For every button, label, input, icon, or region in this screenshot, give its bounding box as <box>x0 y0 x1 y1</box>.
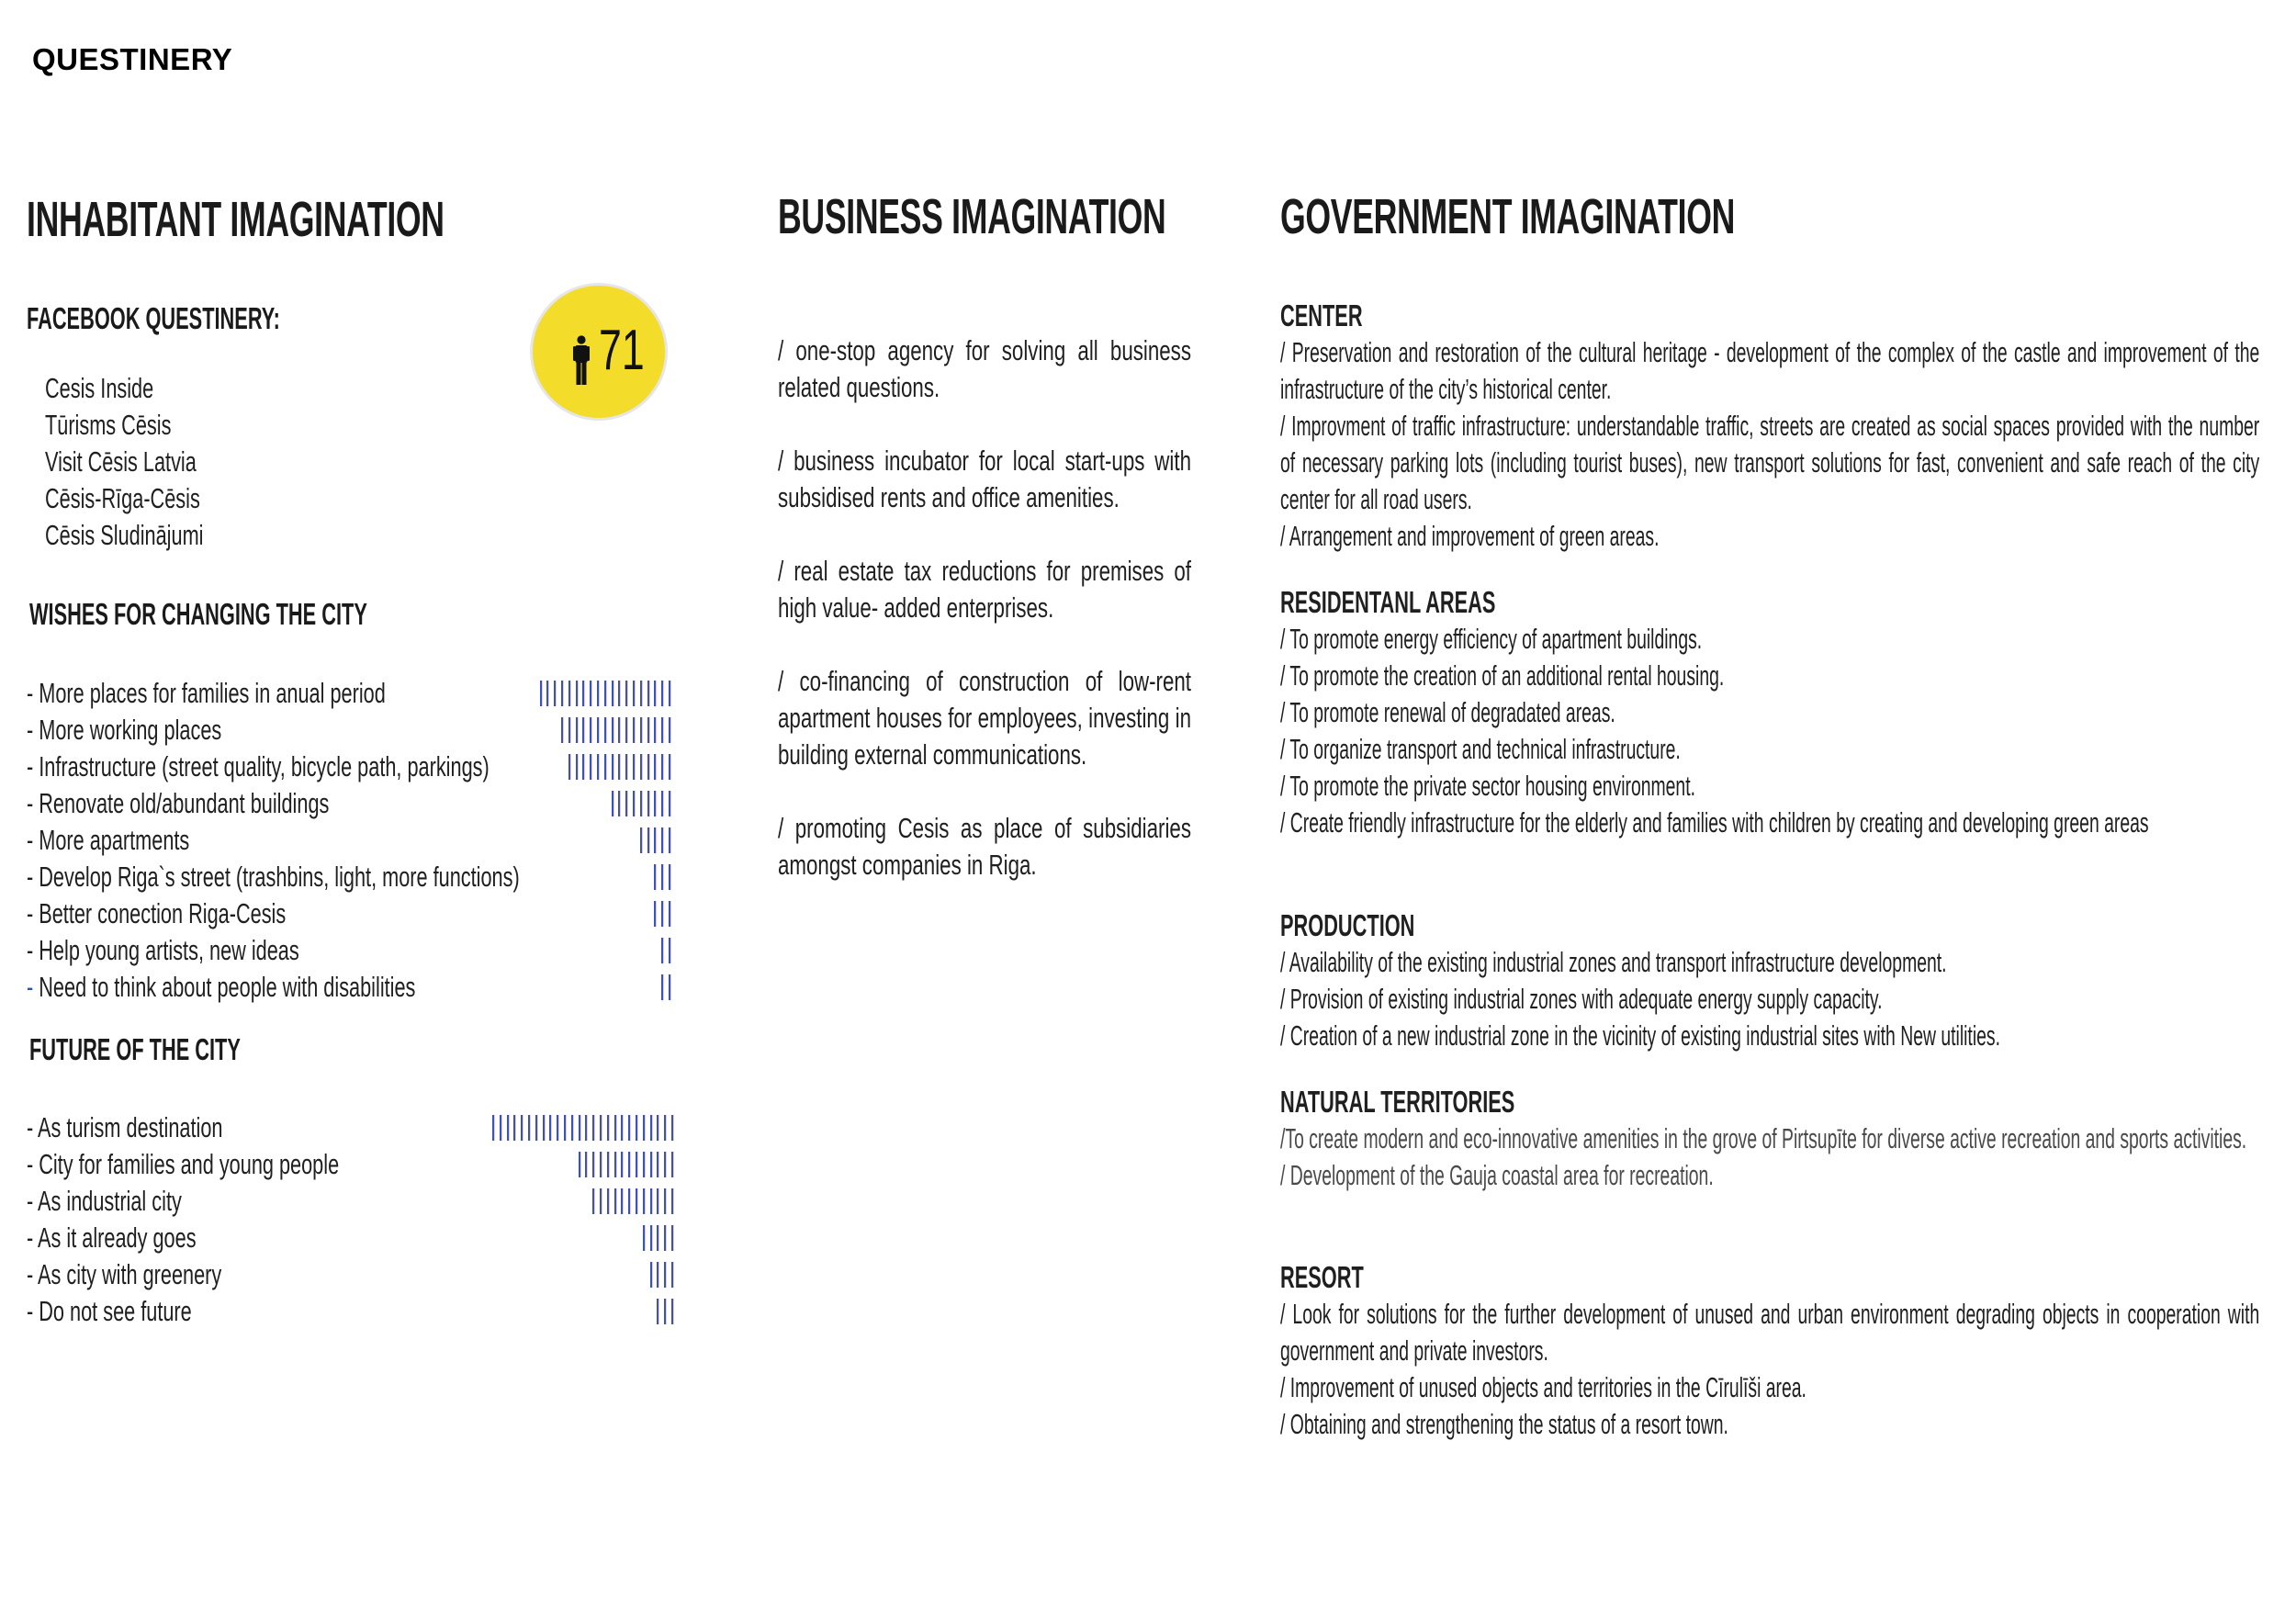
tally-mark <box>640 827 642 853</box>
tally-mark <box>625 681 627 706</box>
gov-section-natural-territories <box>1280 1084 2259 1194</box>
tally-mark <box>546 681 548 706</box>
wish-row <box>27 675 671 712</box>
gov-item: / Arrangement and improvement of green areas. <box>1280 520 1660 552</box>
tally-mark <box>661 791 663 816</box>
tally-mark <box>664 1262 666 1288</box>
tally-mark <box>625 717 627 743</box>
tally-mark <box>582 681 584 706</box>
person-icon <box>573 335 590 385</box>
tally-mark <box>657 1299 658 1324</box>
tally-mark <box>654 681 656 706</box>
tally-mark <box>592 1152 594 1177</box>
wish-row <box>27 969 671 1006</box>
tally-mark <box>640 717 642 743</box>
tally-mark <box>600 1188 602 1214</box>
tally-mark <box>604 681 606 706</box>
tally-mark <box>633 681 635 706</box>
gov-section-residential <box>1280 584 2259 841</box>
tally-marks <box>657 1299 674 1324</box>
tally-mark <box>614 1115 616 1141</box>
tally-mark <box>554 681 556 706</box>
gov-item: / Improvment of traffic infrastructure: understandable traffic, streets are created as social spaces provided with the number of necessary parking lots (including tourist buses), new transport solutions for fast, convenient and safe reach of the city center for all road users. <box>1280 410 2260 515</box>
tally-mark <box>549 1115 551 1141</box>
tally-mark <box>647 827 649 853</box>
gov-section-resort <box>1280 1259 2259 1443</box>
facebook-group-list <box>45 370 271 554</box>
tally-mark <box>604 754 606 780</box>
tally-mark <box>650 1188 652 1214</box>
tally-mark <box>579 1115 580 1141</box>
tally-mark <box>657 1262 658 1288</box>
tally-mark <box>576 754 578 780</box>
tally-mark <box>657 1152 658 1177</box>
tally-mark <box>664 1152 666 1177</box>
tally-mark <box>671 1299 673 1324</box>
tally-mark <box>671 1152 673 1177</box>
wishes-heading: WISHES FOR CHANGING THE CITY <box>29 597 367 631</box>
tally-mark <box>612 681 613 706</box>
tally-mark <box>657 1115 658 1141</box>
tally-mark <box>564 1115 566 1141</box>
tally-mark <box>618 717 620 743</box>
tally-mark <box>607 1115 609 1141</box>
tally-mark <box>592 1115 594 1141</box>
gov-item: / To organize transport and technical infrastructure. <box>1280 733 1681 765</box>
tally-mark <box>540 681 542 706</box>
tally-mark <box>582 754 584 780</box>
tally-mark <box>647 681 649 706</box>
tally-mark <box>521 1115 523 1141</box>
tally-mark <box>643 1115 645 1141</box>
tally-mark <box>528 1115 530 1141</box>
tally-mark <box>568 681 570 706</box>
tally-mark <box>590 681 591 706</box>
inhabitant-title: INHABITANT IMAGINATION <box>27 192 445 247</box>
gov-item: / Preservation and restoration of the cultural heritage - development of the complex of the castle and improvement of the infrastructure of the city’s historical center. <box>1280 336 2260 405</box>
business-title: BUSINESS IMAGINATION <box>778 189 1166 244</box>
government-title: GOVERNMENT IMAGINATION <box>1280 189 1735 244</box>
gov-section-heading: NATURAL TERRITORIES <box>1280 1085 1515 1119</box>
gov-section-production <box>1280 907 2259 1054</box>
tally-mark <box>671 1225 673 1251</box>
tally-mark <box>654 901 656 927</box>
tally-mark <box>618 791 620 816</box>
gov-item: / To promote energy efficiency of apartment buildings. <box>1280 623 1703 655</box>
tally-mark <box>633 754 635 780</box>
wish-row-label: - Need to think about people with disabilities <box>27 971 416 1003</box>
tally-mark <box>669 974 670 1000</box>
facebook-group: Cēsis-Rīga-Cēsis <box>45 482 200 514</box>
wish-row <box>27 932 671 969</box>
wish-row-label: - More places for families in anual period <box>27 677 386 709</box>
tally-mark <box>669 791 670 816</box>
tally-mark <box>582 717 584 743</box>
wish-row <box>27 749 671 785</box>
future-row-label: - As it already goes <box>27 1221 197 1254</box>
tally-mark <box>571 1115 573 1141</box>
tally-mark <box>640 791 642 816</box>
tally-mark <box>664 1115 666 1141</box>
tally-marks <box>661 938 671 963</box>
tally-mark <box>650 1262 652 1288</box>
gov-item: / Improvement of unused objects and territories in the Cīrulīši area. <box>1280 1371 1806 1403</box>
gov-item: / Create friendly infrastructure for the elderly and families with children by creating and developing green areas <box>1280 806 2149 839</box>
tally-mark <box>600 1152 602 1177</box>
respondents-count: 71 <box>599 319 645 382</box>
tally-mark <box>661 938 663 963</box>
tally-marks <box>540 681 671 706</box>
tally-mark <box>643 1188 645 1214</box>
tally-mark <box>618 681 620 706</box>
tally-mark <box>643 1225 645 1251</box>
tally-mark <box>654 827 656 853</box>
business-item: / real estate tax reductions for premises of high value- added enterprises. <box>778 555 1191 624</box>
tally-mark <box>612 754 613 780</box>
tally-mark <box>669 717 670 743</box>
future-row <box>27 1109 674 1146</box>
tally-mark <box>633 717 635 743</box>
facebook-group: Visit Cēsis Latvia <box>45 445 197 478</box>
tally-mark <box>650 1115 652 1141</box>
tally-mark <box>661 974 663 1000</box>
tally-mark <box>647 754 649 780</box>
tally-mark <box>612 717 613 743</box>
tally-mark <box>600 1115 602 1141</box>
tally-mark <box>500 1115 501 1141</box>
future-row-label: - City for families and young people <box>27 1148 340 1180</box>
tally-mark <box>597 754 599 780</box>
tally-mark <box>671 1262 673 1288</box>
tally-mark <box>650 1152 652 1177</box>
dash-marker: - <box>27 971 34 1003</box>
page-title: QUESTINERY <box>32 42 233 76</box>
tally-mark <box>636 1115 637 1141</box>
tally-mark <box>654 754 656 780</box>
tally-mark <box>621 1152 623 1177</box>
wish-row <box>27 785 671 822</box>
tally-mark <box>543 1115 545 1141</box>
future-heading: FUTURE OF THE CITY <box>29 1032 241 1066</box>
tally-marks <box>640 827 671 853</box>
gov-item: / To promote the creation of an additional rental housing. <box>1280 659 1725 692</box>
tally-mark <box>614 1188 616 1214</box>
business-item: / co-financing of construction of low-rent apartment houses for employees, investing in building external communications. <box>778 665 1191 771</box>
wish-row <box>27 895 671 932</box>
future-row <box>27 1220 674 1256</box>
facebook-group: Cēsis Sludinājumi <box>45 519 204 551</box>
tally-marks <box>579 1152 674 1177</box>
tally-mark <box>568 717 570 743</box>
gov-section-center <box>1280 298 2259 555</box>
tally-mark <box>640 681 642 706</box>
tally-mark <box>654 717 656 743</box>
tally-mark <box>625 754 627 780</box>
tally-mark <box>513 1115 515 1141</box>
tally-marks <box>592 1188 674 1214</box>
tally-marks <box>568 754 671 780</box>
future-row <box>27 1146 674 1183</box>
gov-section-heading: RESIDENTANL AREAS <box>1280 585 1496 619</box>
tally-mark <box>561 717 563 743</box>
gov-item: / Availability of the existing industrial zones and transport infrastructure development. <box>1280 946 1947 978</box>
tally-mark <box>669 864 670 890</box>
tally-mark <box>669 901 670 927</box>
tally-mark <box>621 1188 623 1214</box>
tally-mark <box>633 791 635 816</box>
tally-mark <box>628 1115 630 1141</box>
tally-mark <box>661 681 663 706</box>
tally-mark <box>647 717 649 743</box>
wish-row <box>27 859 671 895</box>
tally-mark <box>643 1152 645 1177</box>
tally-mark <box>647 791 649 816</box>
tally-mark <box>614 1152 616 1177</box>
future-row-label: - As city with greenery <box>27 1258 222 1290</box>
tally-mark <box>625 791 627 816</box>
tally-mark <box>590 717 591 743</box>
tally-mark <box>669 827 670 853</box>
future-row-label: - As turism destination <box>27 1111 223 1143</box>
tally-marks <box>661 974 671 1000</box>
tally-mark <box>628 1152 630 1177</box>
business-item: / promoting Cesis as place of subsidiaries amongst companies in Riga. <box>778 812 1191 881</box>
tally-mark <box>576 717 578 743</box>
facebook-group: Cesis Inside <box>45 372 154 404</box>
wish-row-label: - Infrastructure (street quality, bicycle path, parkings) <box>27 750 490 782</box>
gov-item: / Development of the Gauja coastal area for recreation. <box>1280 1159 1714 1191</box>
wish-row-label: - More apartments <box>27 824 190 856</box>
tally-mark <box>661 864 663 890</box>
wish-row-label: - Renovate old/abundant buildings <box>27 787 330 819</box>
tally-mark <box>671 1115 673 1141</box>
tally-mark <box>654 864 656 890</box>
business-item: / business incubator for local start-ups with subsidised rents and office amenities. <box>778 445 1191 513</box>
future-row <box>27 1293 674 1330</box>
tally-mark <box>607 1188 609 1214</box>
wish-row-label: - Help young artists, new ideas <box>27 934 299 966</box>
facebook-group: Tūrisms Cēsis <box>45 409 172 441</box>
tally-mark <box>669 754 670 780</box>
gov-item: / Obtaining and strengthening the status of a resort town. <box>1280 1408 1728 1440</box>
gov-section-heading: PRODUCTION <box>1280 908 1415 942</box>
tally-marks <box>561 717 671 743</box>
tally-mark <box>664 1188 666 1214</box>
tally-marks <box>654 864 671 890</box>
tally-mark <box>664 1225 666 1251</box>
tally-mark <box>661 717 663 743</box>
tally-marks <box>492 1115 674 1141</box>
tally-marks <box>654 901 671 927</box>
tally-mark <box>669 938 670 963</box>
tally-mark <box>561 681 563 706</box>
tally-mark <box>590 754 591 780</box>
tally-mark <box>669 681 670 706</box>
tally-mark <box>579 1152 580 1177</box>
tally-marks <box>612 791 671 816</box>
gov-section-heading: RESORT <box>1280 1260 1364 1294</box>
gov-item: / To promote the private sector housing environment. <box>1280 770 1695 802</box>
tally-marks <box>650 1262 674 1288</box>
tally-mark <box>592 1188 594 1214</box>
tally-mark <box>650 1225 652 1251</box>
gov-item: / Look for solutions for the further development of unused and urban environment degrading objects in cooperation with government and private investors. <box>1280 1298 2260 1367</box>
tally-mark <box>607 1152 609 1177</box>
tally-mark <box>657 1188 658 1214</box>
tally-mark <box>585 1152 587 1177</box>
facebook-heading: FACEBOOK QUESTINERY: <box>27 301 280 335</box>
tally-mark <box>621 1115 623 1141</box>
wish-row <box>27 712 671 749</box>
tally-mark <box>492 1115 494 1141</box>
wish-row-label: - More working places <box>27 714 222 746</box>
tally-mark <box>576 681 578 706</box>
gov-item: /To create modern and eco-innovative amenities in the grove of Pirtsupīte for diverse active recreation and sports activities. <box>1280 1122 2247 1154</box>
future-row <box>27 1183 674 1220</box>
future-row-label: - As industrial city <box>27 1185 182 1217</box>
tally-mark <box>640 754 642 780</box>
business-item: / one-stop agency for solving all business related questions. <box>778 334 1191 403</box>
tally-mark <box>557 1115 558 1141</box>
gov-item: / To promote renewal of degradated areas. <box>1280 696 1615 728</box>
future-row-label: - Do not see future <box>27 1295 192 1327</box>
tally-mark <box>657 1225 658 1251</box>
wish-row <box>27 822 671 859</box>
tally-mark <box>664 1299 666 1324</box>
gov-item: / Creation of a new industrial zone in the vicinity of existing industrial sites with New utilities. <box>1280 1019 2000 1052</box>
tally-mark <box>671 1188 673 1214</box>
gov-item: / Provision of existing industrial zones with adequate energy supply capacity. <box>1280 983 1883 1015</box>
tally-mark <box>597 681 599 706</box>
tally-mark <box>568 754 570 780</box>
tally-mark <box>661 754 663 780</box>
tally-mark <box>654 791 656 816</box>
gov-section-heading: CENTER <box>1280 298 1363 332</box>
tally-mark <box>604 717 606 743</box>
respondents-badge <box>530 283 668 421</box>
tally-mark <box>628 1188 630 1214</box>
tally-mark <box>661 901 663 927</box>
tally-mark <box>585 1115 587 1141</box>
tally-mark <box>618 754 620 780</box>
tally-mark <box>636 1188 637 1214</box>
future-row <box>27 1256 674 1293</box>
wish-row-label: - Develop Riga`s street (trashbins, light, more functions) <box>27 861 520 893</box>
wish-row-label: - Better conection Riga-Cesis <box>27 897 287 929</box>
tally-mark <box>636 1152 637 1177</box>
tally-mark <box>597 717 599 743</box>
tally-mark <box>612 791 613 816</box>
tally-marks <box>643 1225 674 1251</box>
tally-mark <box>507 1115 509 1141</box>
tally-mark <box>661 827 663 853</box>
tally-mark <box>535 1115 537 1141</box>
